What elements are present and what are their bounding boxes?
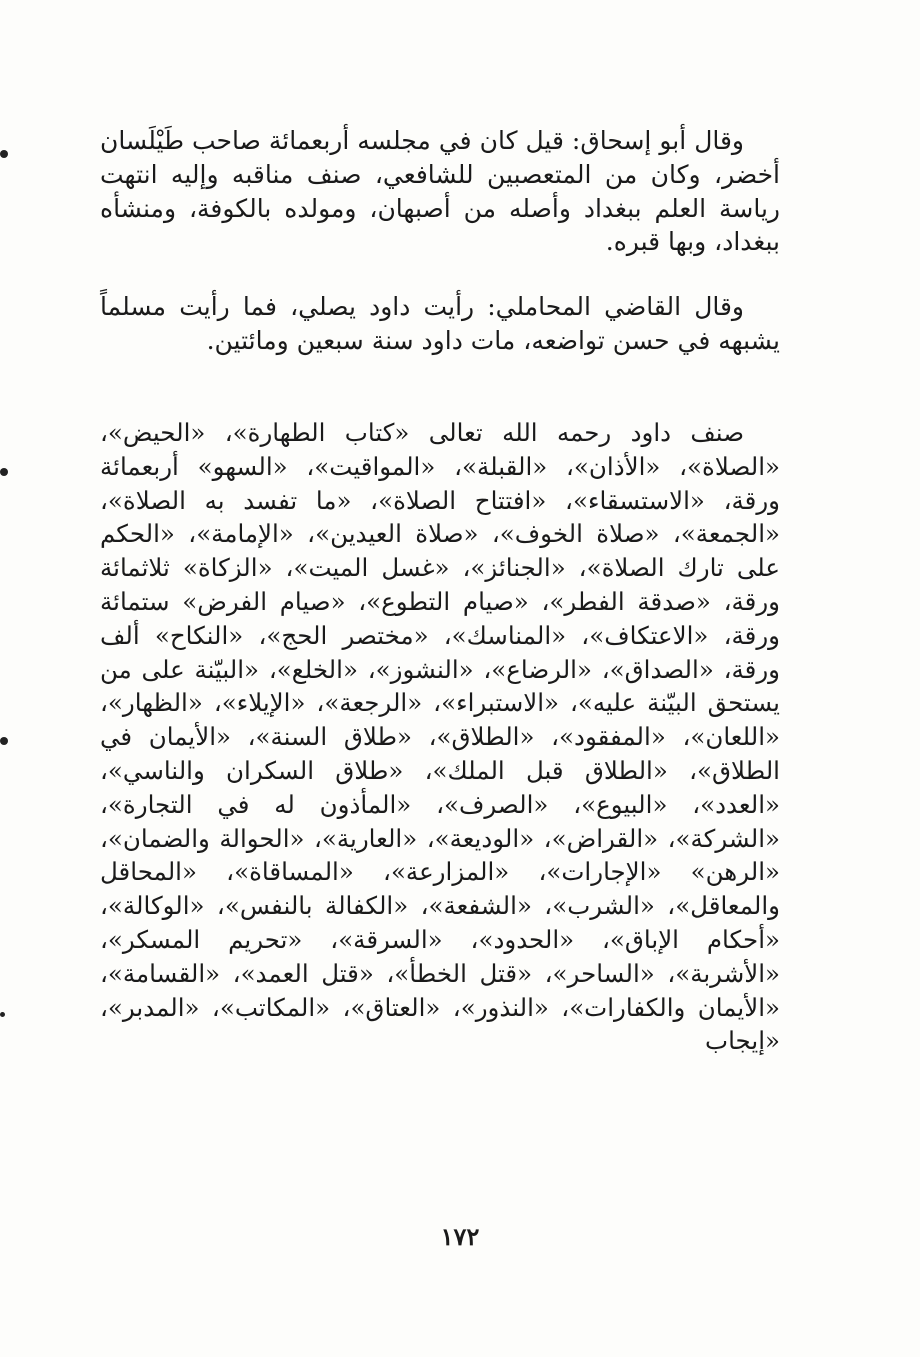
paragraph-text: صنف داود رحمه الله تعالى «كتاب الطهارة»، «الحيض»، «الصلاة»، «الأذان»، «القبلة»، «المواقيت»، «السهو» أربعمائة ورقة، «الاستسقاء»، «افتتاح الصلاة»، «ما تفسد به الصلاة»، «الجمعة»، «صلاة الخوف»، «صلاة العيدين»، «الإمامة»، «الحكم على تارك الصلاة»، «الجنائز»، «غسل الميت»، «الزكاة» ثلاثمائة ورقة، «صدقة الفطر»، «صيام التطوع»، «صيام الفرض» ستمائة ورقة، «الاعتكاف»، «المناسك»، «مختصر الحج»، «النكاح» ألف ورقة، «الصداق»، «الرضاع»، «النشوز»، «الخلع»، «البيّنة على من يستحق البيّنة عليه»، «الاستبراء»، «الرجعة»، «الإيلاء»، «الظهار»، «اللعان»، «المفقود»، «الطلاق»، «طلاق السنة»، «الأيمان في الطلاق»، «الطلاق قبل الملك»، «طلاق السكران والناسي»، «العدد»، «البيوع»، «الصرف»، «المأذون له في التجارة»، «الشركة»، «القراض»، «الوديعة»، «العارية»، «الحوالة والضمان»، «الرهن» «الإجارات»، «المزارعة»، «المساقاة»، «المحاقل والمعاقل»، «الشرب»، «الشفعة»، «الكفالة بالنفس»، «الوكالة»، «أحكام الإباق»، «الحدود»، «السرقة»، «تحريم المسكر»، «الأشربة»، «الساحر»، «قتل الخطأ»، «قتل العمد»، «القسامة»، «الأيمان والكفارات»، «النذور»، «العتاق»، «المكاتب»، «المدبر»، «إيجاب (100, 418, 780, 1056)
paragraph-abu-ishaq (100, 124, 780, 259)
paragraph-text: وقال القاضي المحاملي: رأيت داود يصلي، فما رأيت مسلماً يشبهه في حسن تواضعه، مات داود سنة سبعين ومائتين. (100, 292, 780, 355)
margin-mark (0, 1012, 5, 1017)
paragraph-al-mahamili (100, 290, 780, 358)
margin-mark (0, 737, 8, 745)
margin-mark (0, 468, 8, 476)
paragraph-text: وقال أبو إسحاق: قيل كان في مجلسه أربعمائة صاحب طَيْلَسان أخضر، وكان من المتعصبين للشافعي، صنف مناقبه وإليه انتهت رياسة العلم ببغداد وأصله من أصبهان، ومولده بالكوفة، ومنشأه ببغداد، وبها قبره. (100, 126, 780, 257)
page-number: ١٧٢ (440, 1222, 480, 1251)
paragraph-works-list (100, 416, 780, 1058)
margin-mark (0, 150, 8, 158)
